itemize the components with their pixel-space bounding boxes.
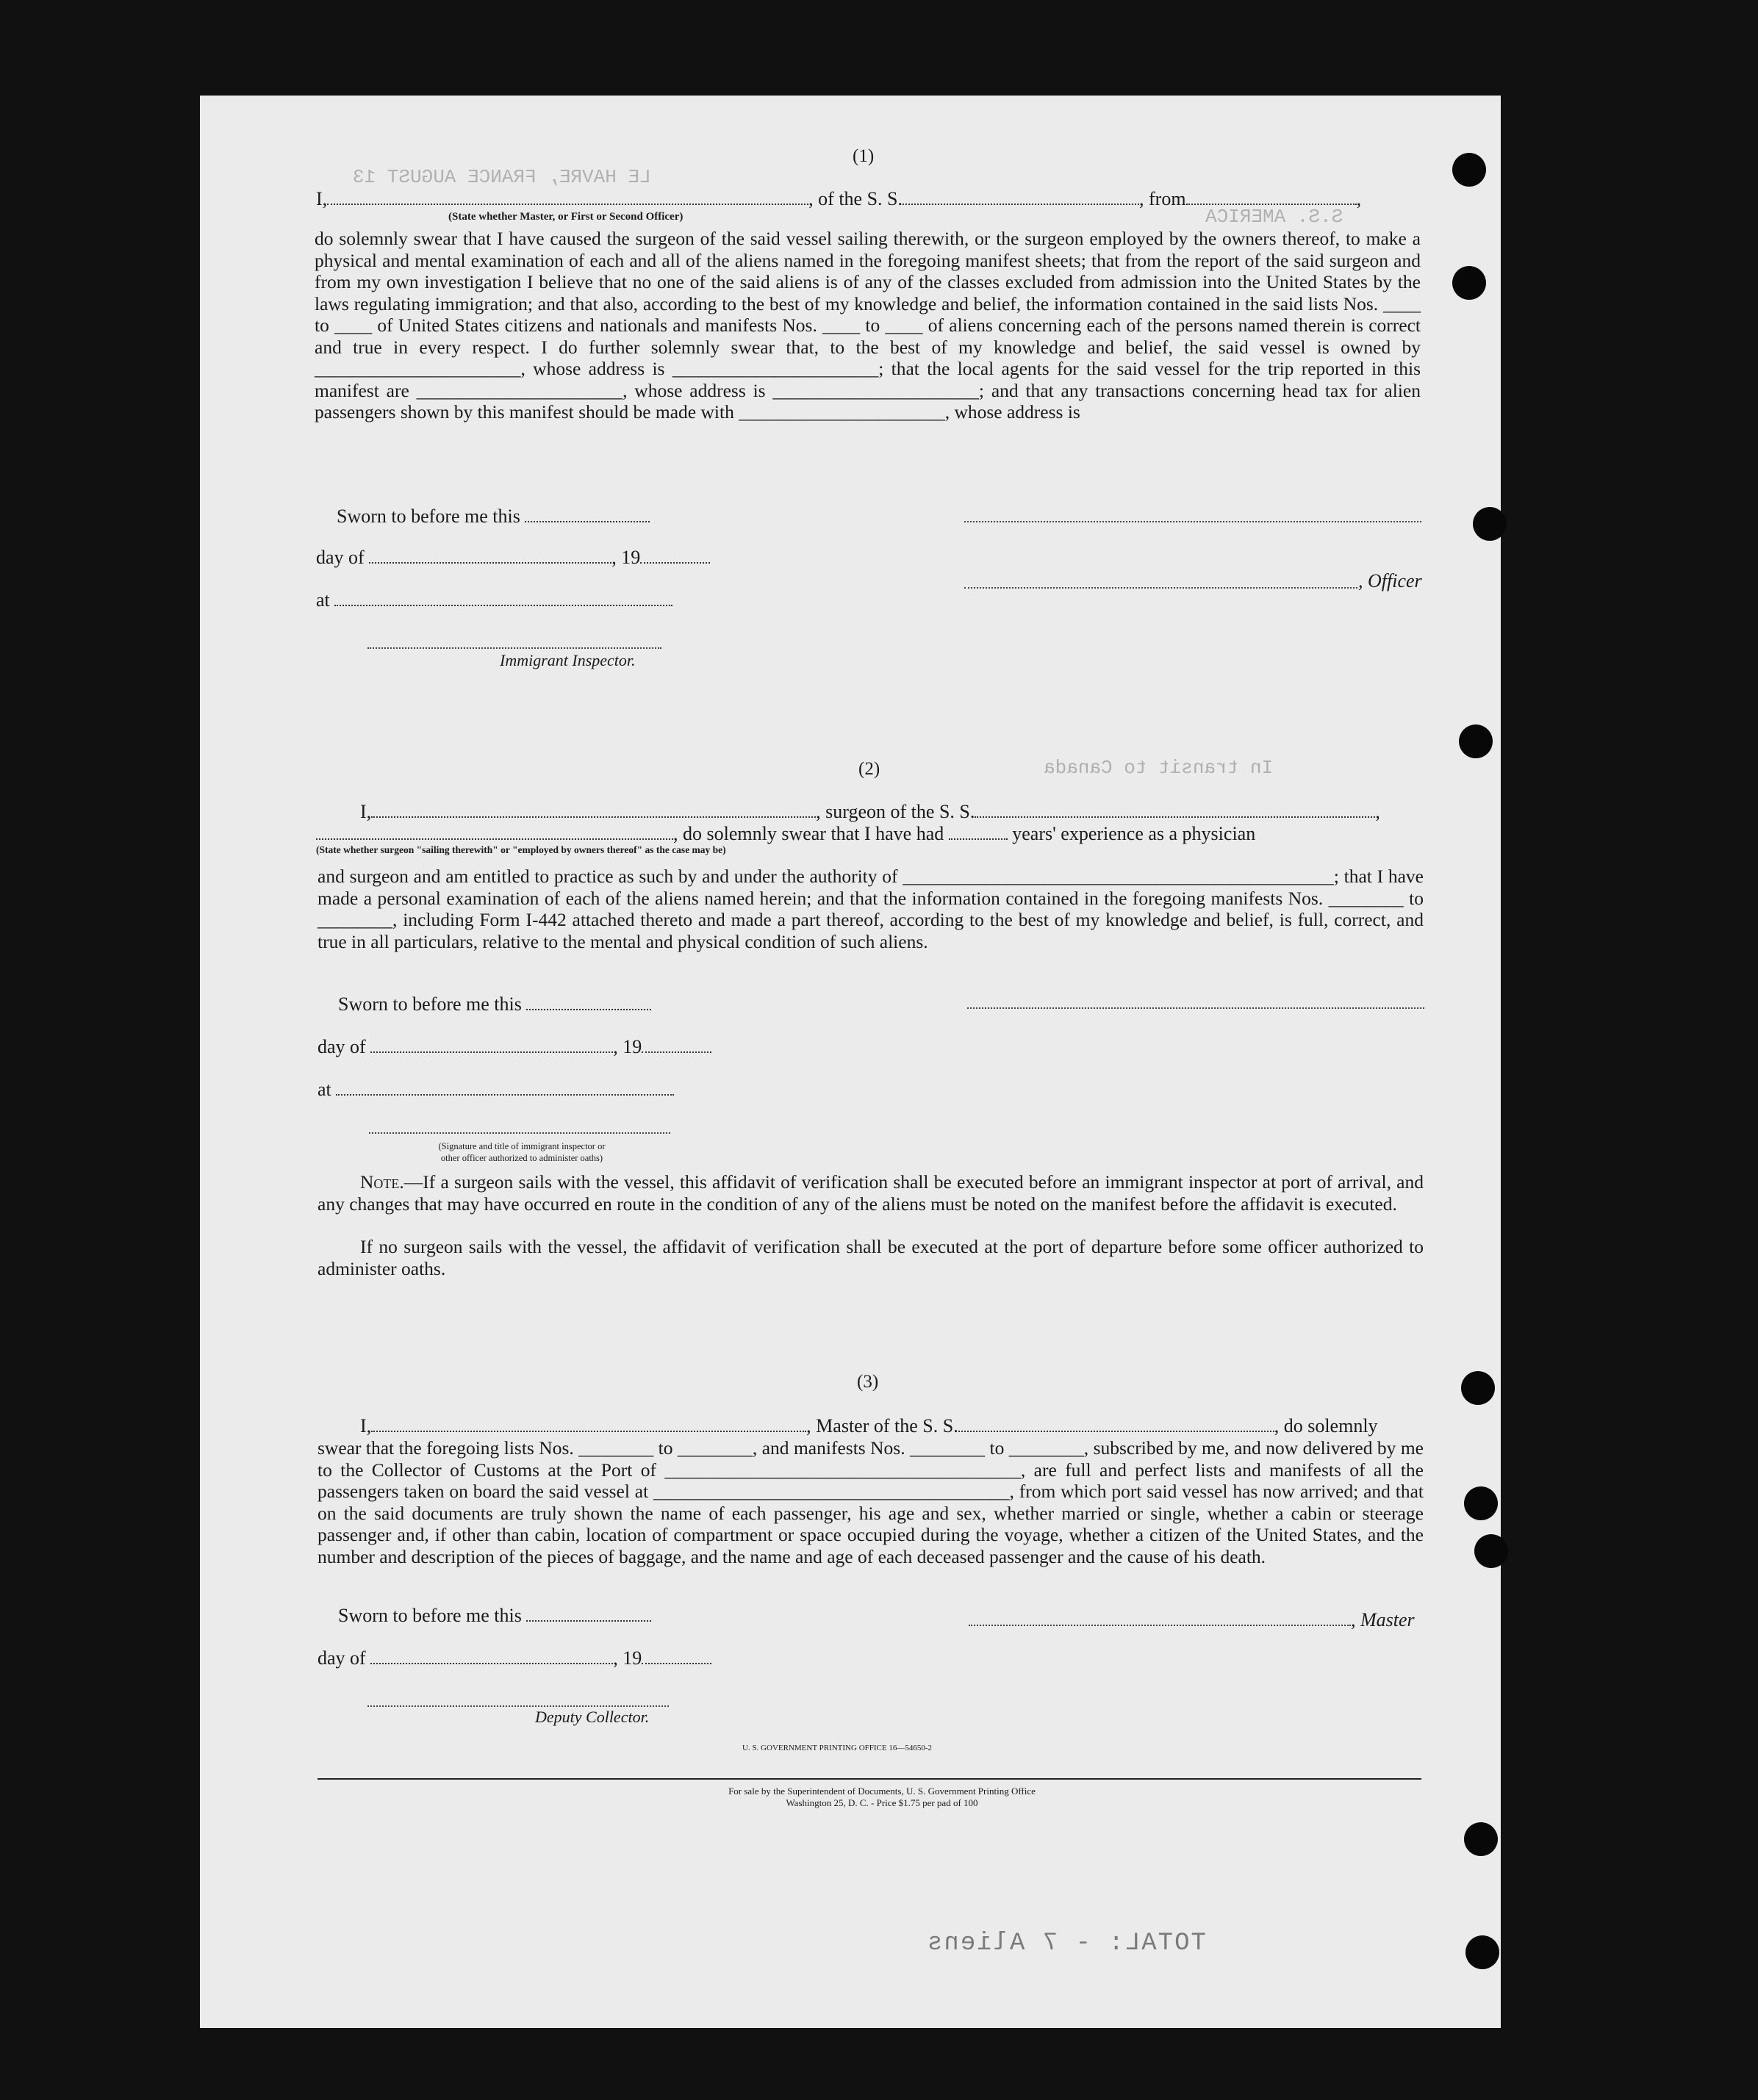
bleed-through-text: S.S. AMERICA xyxy=(1205,206,1343,228)
punch-hole xyxy=(1452,153,1486,187)
section-3-intro xyxy=(360,1415,1378,1437)
officer-title-line[interactable] xyxy=(964,586,1357,589)
at-label: at xyxy=(317,1079,331,1100)
punch-hole xyxy=(1465,1935,1499,1969)
deputy-label: Deputy Collector. xyxy=(535,1708,650,1726)
note-text: —If a surgeon sails with the vessel, this affidavit of verification shall be executed before an immigrant inspector at port of arrival, and any changes that may have occurred en route in the condition of any of the aliens must be noted on the manifest before the affidavit is executed. xyxy=(317,1171,1424,1215)
punch-hole xyxy=(1464,1486,1498,1520)
vessel-name-field[interactable] xyxy=(975,816,1375,818)
punch-hole xyxy=(1461,1371,1495,1405)
section-2-line2 xyxy=(316,823,1255,845)
inspector-label: Immigrant Inspector. xyxy=(500,651,636,669)
day-of-label: day of xyxy=(317,1036,366,1057)
sale-line-1: For sale by the Superintendent of Documents, U. S. Government Printing Office xyxy=(728,1786,1036,1797)
sworn-label: Sworn to before me this xyxy=(338,1605,522,1626)
inspector-signature-line[interactable] xyxy=(367,647,661,649)
bleed-through-text: In transit to Canada xyxy=(1044,757,1274,779)
year-label: , 19 xyxy=(613,1647,642,1669)
bleed-through-text: LE HAVRE, FRANCE AUGUST 13 xyxy=(353,166,651,188)
master-signature-line[interactable] xyxy=(969,1624,1351,1626)
section-3-paragraph: swear that the foregoing lists Nos. ________ to ________, and manifests Nos. ________ to ________, subscribed by me, and now delivered by me to the Collector of Customs at the Port of ______________________________________, are full and perfect lists and manifests of all the passengers taken on board the said vessel at ______________________________________, from which port said vessel has now arrived; and that on the said documents are truly shown the name of each passenger, his age and sex, whether married or single, whether a cabin or steerage passenger and, if other than cabin, location of compartment or space occupied during the voyage, whether a citizen of the United States, and the number and description of the pieces of baggage, and the name and age of each deceased passenger and the cause of his death. xyxy=(317,1437,1424,1567)
section-2-at xyxy=(317,1079,674,1101)
years-field[interactable] xyxy=(949,838,1008,840)
section-2-intro: I, , surgeon of the S. S. , xyxy=(360,801,1380,822)
surgeon-signature-line[interactable] xyxy=(967,1007,1424,1009)
section-1-caption: (State whether Master, or First or Second Officer) xyxy=(448,211,684,223)
label-i: I, xyxy=(360,1415,372,1436)
at-label: at xyxy=(316,589,330,611)
section-2-caption: (State whether surgeon "sailing therewith" or "employed by owners thereof" as the case may be) xyxy=(316,844,726,855)
section-3-day xyxy=(317,1647,711,1669)
surgeon-name-field[interactable] xyxy=(371,816,816,818)
day-of-label: day of xyxy=(316,547,365,568)
label-surgeon-of: , surgeon of the S. S. xyxy=(816,801,975,822)
gpo-imprint: U. S. GOVERNMENT PRINTING OFFICE 16—54650-2 xyxy=(742,1744,933,1752)
punch-hole xyxy=(1473,507,1507,541)
day-field[interactable] xyxy=(370,1051,613,1053)
year-label: , 19 xyxy=(613,1036,642,1057)
bleed-through-total: TOTAL: - 7 Aliens xyxy=(926,1930,1206,1957)
vessel-name-field[interactable] xyxy=(903,203,1139,205)
sworn-label: Sworn to before me this xyxy=(338,993,522,1015)
footer-rule xyxy=(317,1778,1421,1780)
section-3-sworn xyxy=(338,1605,651,1627)
at-field[interactable] xyxy=(336,1093,674,1096)
vessel-name-field[interactable] xyxy=(958,1430,1274,1432)
year-field[interactable] xyxy=(642,1051,711,1053)
section-3-number: (3) xyxy=(857,1372,879,1392)
label-of-ss: , of the S. S. xyxy=(808,188,903,209)
from-port-field[interactable] xyxy=(1186,203,1357,205)
punch-hole xyxy=(1474,1534,1508,1568)
day-field[interactable] xyxy=(370,1662,613,1664)
officer-name-field[interactable] xyxy=(327,203,808,205)
section-1-intro: I, , of the S. S. , from , xyxy=(316,188,1362,209)
label-i: I, xyxy=(360,801,372,822)
section-1-number: (1) xyxy=(853,146,875,166)
swear-label: , do solemnly swear that I have had xyxy=(673,823,944,844)
section-2-number: (2) xyxy=(858,759,880,779)
punch-hole xyxy=(1452,266,1486,300)
label-i: I, xyxy=(316,188,328,209)
signature-caption: other officer authorized to administer oaths) xyxy=(440,1153,603,1163)
signature-caption: (Signature and title of immigrant inspector or xyxy=(438,1141,606,1151)
section-1-day xyxy=(316,547,710,569)
label-from: , from xyxy=(1139,188,1186,209)
sworn-label: Sworn to before me this xyxy=(337,506,520,527)
sworn-date-field[interactable] xyxy=(526,1008,651,1010)
section-2-sworn xyxy=(338,993,651,1015)
section-1-at xyxy=(316,589,672,611)
punch-hole xyxy=(1464,1822,1498,1856)
section-2-note xyxy=(317,1171,1424,1215)
sworn-date-field[interactable] xyxy=(526,1619,651,1622)
punch-hole xyxy=(1459,724,1493,758)
officer-signature-line[interactable] xyxy=(964,520,1421,522)
note-label: Note. xyxy=(360,1171,404,1193)
sale-line-2: Washington 25, D. C. - Price $1.75 per pad of 100 xyxy=(786,1797,978,1808)
master-label: , Master xyxy=(1351,1609,1415,1630)
at-field[interactable] xyxy=(334,604,672,606)
year-field[interactable] xyxy=(642,1662,711,1664)
section-2-paragraph: and surgeon and am entitled to practice as such by and under the authority of ______________________________________________; that I have made a personal examination of each of the aliens named herein; and that the information contained in the foregoing manifests Nos. ________ to ________, including Form I-442 attached thereto and made a part thereof, according to the best of my knowledge and belief, is full, correct, and true in all particulars, relative to the mental and physical condition of such aliens. xyxy=(317,866,1424,952)
year-label: , 19 xyxy=(611,547,641,568)
section-2-note2: If no surgeon sails with the vessel, the affidavit of verification shall be executed at the port of departure before some officer authorized to administer oaths. xyxy=(317,1236,1424,1279)
officer-label: , Officer xyxy=(1358,570,1422,591)
sworn-date-field[interactable] xyxy=(525,520,650,522)
section-1-sworn xyxy=(337,506,650,528)
day-of-label: day of xyxy=(317,1647,366,1669)
section-1-paragraph: do solemnly swear that I have caused the surgeon of the said vessel sailing therewith, or the surgeon employed by the owners thereof, to make a physical and mental examination of each and all of the aliens named in the foregoing manifest sheets; that from the report of the said surgeon and from my own investigation I believe that no one of the said aliens is of any of the classes excluded from admission into the United States by the laws regulating immigration; and that also, according to the best of my knowledge and belief, the information contained in the said lists Nos. ____ to ____ of United States citizens and nationals and manifests Nos. ____ to ____ of aliens concerning each of the persons named therein is correct and true in every respect. I do further solemnly swear that, to the best of my knowledge and belief, the said vessel is owned by ______________________, whose address is ______________________; that the local agents for the said vessel for the trip reported in this manifest are ______________________, whose address is ______________________; and that any transactions concerning head tax for alien passengers shown by this manifest should be made with ______________________, whose address is xyxy=(315,228,1421,422)
years-label: years' experience as a physician xyxy=(1012,823,1256,844)
year-field[interactable] xyxy=(640,561,710,564)
section-2-day xyxy=(317,1036,711,1058)
solemnly-label: , do solemnly xyxy=(1274,1415,1378,1436)
master-name-field[interactable] xyxy=(371,1430,806,1432)
inspector-signature-line[interactable] xyxy=(369,1132,670,1134)
label-master-of: , Master of the S. S. xyxy=(806,1415,958,1436)
surgeon-status-field[interactable] xyxy=(316,838,673,840)
day-field[interactable] xyxy=(369,561,611,564)
